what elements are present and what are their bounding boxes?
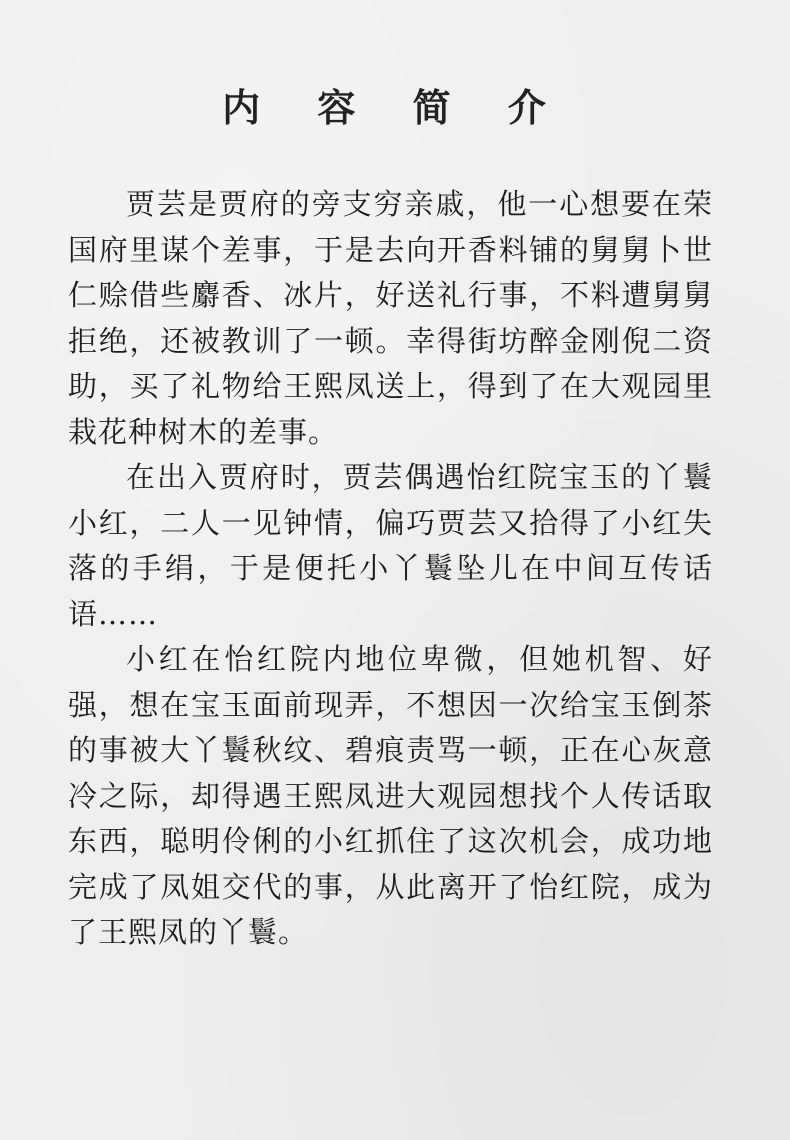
paragraph-3: 小红在怡红院内地位卑微，但她机智、好强，想在宝玉面前现弄，不想因一次给宝玉倒茶的事被大丫鬟秋纹、碧痕责骂一顿，正在心灰意冷之际，却得遇王熙凤进大观园想找个人传话取东西，聪明伶俐的小红抓住了这次机会，成功地完成了凤姐交代的事，从此离开了怡红院，成为了王熙凤的丫鬟。 bbox=[68, 642, 713, 949]
paragraph-2: 在出入贾府时，贾芸偶遇怡红院宝玉的丫鬟小红，二人一见钟情，偏巧贾芸又拾得了小红失落的手绢，于是便托小丫鬟坠儿在中间互传话语…… bbox=[68, 460, 713, 631]
synopsis-body bbox=[68, 182, 713, 956]
page-title: 内 容 简 介 bbox=[222, 86, 568, 130]
paragraph-1: 贾芸是贾府的旁支穷亲戚，他一心想要在荣国府里谋个差事，于是去向开香料铺的舅舅卜世仁赊借些麝香、冰片，好送礼行事，不料遭舅舅拒绝，还被教训了一顿。幸得街坊醉金刚倪二资助，买了礼物给王熙凤送上，得到了在大观园里栽花种树木的差事。 bbox=[68, 187, 713, 449]
